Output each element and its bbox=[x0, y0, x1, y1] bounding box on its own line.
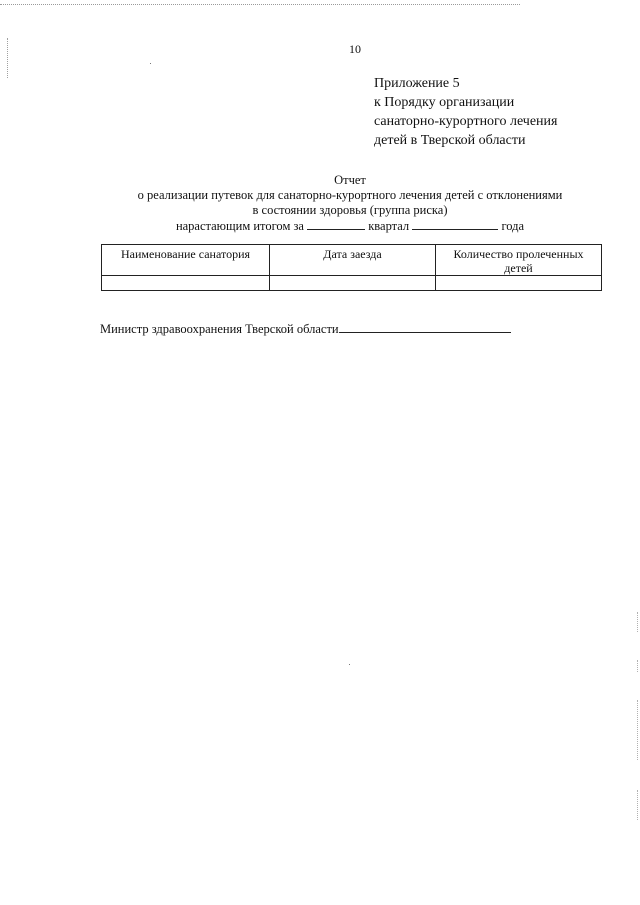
appendix-line: Приложение 5 bbox=[374, 76, 460, 91]
table-header-row bbox=[102, 245, 602, 276]
scan-edge-right bbox=[637, 790, 638, 820]
appendix-line: санаторно-курортного лечения bbox=[374, 114, 558, 129]
scan-edge-right bbox=[637, 700, 638, 760]
report-title: Отчет bbox=[334, 173, 366, 187]
cumulative-prefix: нарастающим итогом за bbox=[175, 219, 304, 233]
scan-edge-left bbox=[7, 38, 8, 78]
report-period-line bbox=[100, 218, 600, 234]
year-label: года bbox=[501, 219, 525, 233]
appendix-block bbox=[374, 74, 614, 150]
signature-line bbox=[100, 321, 540, 337]
appendix-line: к Порядку организации bbox=[374, 95, 515, 110]
quarter-label: квартал bbox=[368, 219, 410, 233]
report-subtitle-line: о реализации путевок для санаторно-курортного лечения детей с отклонениями bbox=[137, 188, 563, 202]
table-cell bbox=[102, 276, 270, 291]
signature-label: Министр здравоохранения Тверской области bbox=[100, 322, 339, 336]
scan-edge-top bbox=[0, 4, 520, 5]
report-subtitle-line: в состоянии здоровья (группа риска) bbox=[252, 203, 448, 217]
scan-edge-right bbox=[637, 660, 638, 672]
table-cell bbox=[436, 276, 602, 291]
report-heading bbox=[100, 173, 600, 234]
year-blank bbox=[412, 218, 498, 230]
table-row bbox=[102, 276, 602, 291]
scan-speck bbox=[150, 63, 151, 64]
scan-speck bbox=[349, 664, 350, 665]
quarter-blank bbox=[307, 218, 365, 230]
signature-blank bbox=[339, 321, 511, 333]
appendix-line: детей в Тверской области bbox=[374, 133, 526, 148]
page-number: 10 bbox=[349, 42, 361, 56]
header-arrival-date: Дата заезда bbox=[270, 245, 436, 276]
header-treated-children: Количество пролеченных детей bbox=[436, 245, 602, 276]
table-cell bbox=[270, 276, 436, 291]
report-table bbox=[101, 244, 602, 291]
scan-edge-right bbox=[637, 612, 638, 632]
header-sanatorium: Наименование санатория bbox=[102, 245, 270, 276]
